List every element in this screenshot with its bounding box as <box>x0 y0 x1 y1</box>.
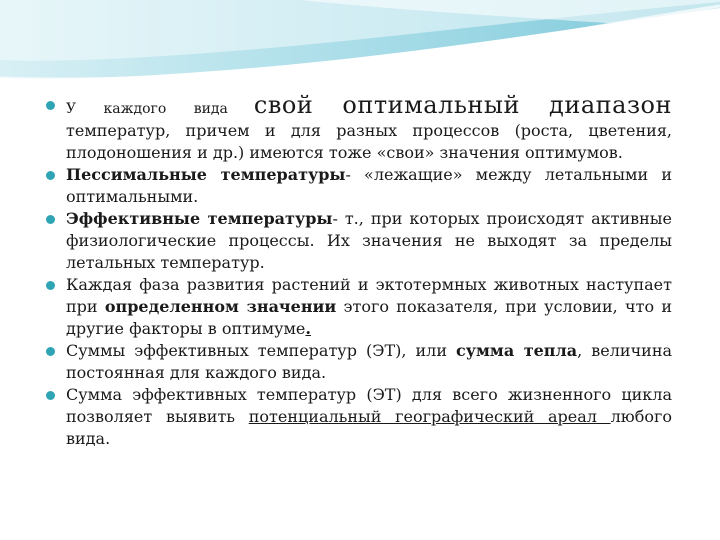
item-text: этого показателя, при условии, что и другие факторы в оптимуме <box>66 297 673 338</box>
list-item <box>46 274 672 340</box>
item-lead: У каждого вида <box>66 101 228 117</box>
bullet-icon <box>46 215 55 224</box>
bullet-icon <box>46 281 55 290</box>
bullet-icon <box>46 347 55 356</box>
item-term: сумма тепла <box>456 341 578 360</box>
item-text: температур, причем и для разных процессов (роста, цветения, плодоношения и др.) имеются тоже «свои» значения оптимумов. <box>66 121 672 162</box>
bullet-icon <box>46 171 55 180</box>
item-underlined: потенциальный географический ареал <box>248 407 611 426</box>
item-text: - «лежащие» между летальными и оптимальными. <box>66 165 672 206</box>
bullet-icon <box>46 101 55 110</box>
list-item <box>46 384 672 450</box>
bullet-icon <box>46 391 55 400</box>
list-item <box>46 208 672 274</box>
item-term: определенном значении <box>104 297 337 316</box>
item-text: Суммы эффективных температур (ЭТ), или <box>66 341 457 360</box>
item-text: Каждая фаза развития растений и эктотермных животных наступает при <box>66 275 672 316</box>
item-text: , величина постоянная для каждого вида. <box>66 341 673 382</box>
item-term: Пессимальные температуры <box>66 165 346 184</box>
slide-body <box>46 91 673 450</box>
list-item <box>46 164 672 208</box>
list-item <box>46 91 672 164</box>
header-wave-decoration <box>0 0 720 95</box>
bullet-list <box>46 91 673 450</box>
item-text: любого вида. <box>66 407 672 448</box>
item-emphasis: свой оптимальный диапазон <box>253 91 672 119</box>
list-item <box>46 340 672 384</box>
item-text: Сумма эффективных температур (ЭТ) для всего жизненного цикла позволяет выявить <box>66 385 672 426</box>
item-period: . <box>305 319 311 338</box>
item-text: - т., при которых происходят активные физиологические процессы. Их значения не выходят за пределы летальных температур. <box>66 209 672 272</box>
item-term: Эффективные температуры <box>66 209 333 228</box>
